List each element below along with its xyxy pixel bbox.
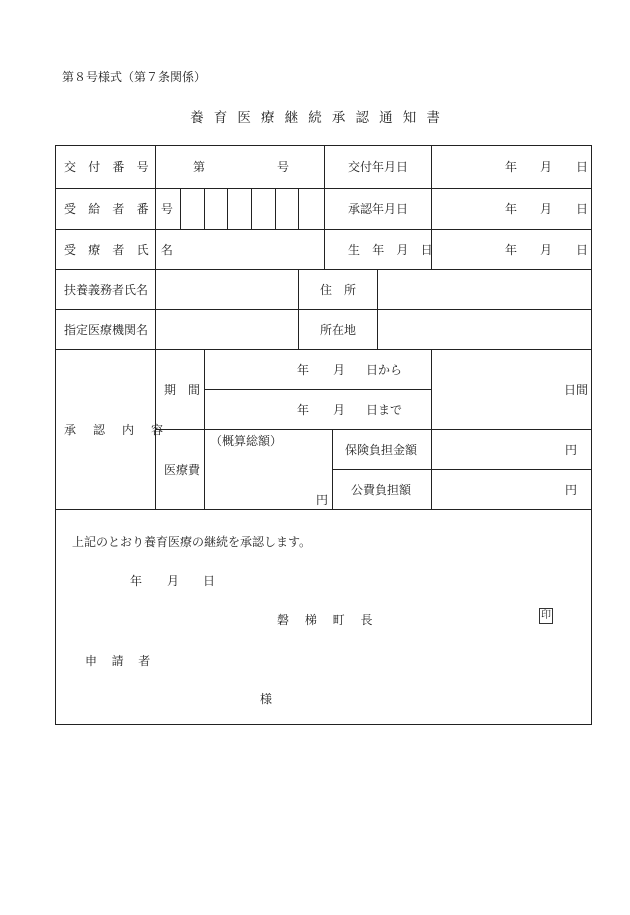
- location-label: 所在地: [320, 322, 357, 337]
- digit-divider: [204, 188, 205, 229]
- issue-date-day: 日: [576, 160, 589, 174]
- public-yen: 円: [565, 482, 578, 497]
- document-title: 養育医療継続承認通知書: [190, 110, 450, 126]
- issue-number-suffix: 号: [277, 160, 290, 174]
- notice-date-year: 年: [130, 574, 143, 588]
- recipient-number-label: 受 給 者 番 号: [64, 202, 178, 216]
- period-to-month: 月: [333, 402, 346, 417]
- days-count-label: 日間: [564, 382, 589, 397]
- applicant-honorific: 様: [260, 692, 273, 706]
- digit-divider: [227, 188, 228, 229]
- column-divider: [377, 269, 378, 349]
- column-divider: [332, 429, 333, 509]
- birth-date-month: 月: [540, 242, 553, 257]
- issue-number-label: 交 付 番 号: [64, 160, 153, 174]
- address-label: 住 所: [320, 282, 357, 297]
- period-label: 期 間: [164, 382, 201, 397]
- approval-date-day: 日: [576, 202, 589, 216]
- approval-date-year: 年: [505, 202, 518, 216]
- patient-name-label: 受 療 者 氏 名: [64, 242, 178, 257]
- column-divider: [324, 145, 325, 269]
- issue-date-year: 年: [505, 160, 518, 174]
- period-from-year: 年: [297, 362, 310, 377]
- period-from-day: 日から: [366, 362, 403, 377]
- institution-name-label: 指定医療機関名: [64, 322, 149, 337]
- digit-divider: [275, 188, 276, 229]
- issue-date-month: 月: [540, 160, 553, 174]
- approval-date-label: 承認年月日: [348, 202, 409, 216]
- period-to-year: 年: [297, 402, 310, 417]
- insurance-amount-label: 保険負担金額: [345, 442, 418, 457]
- birth-date-year: 年: [505, 242, 518, 257]
- issuer-mayor: 磐 梯 町 長: [277, 613, 379, 627]
- birth-date-label: 生 年 月 日: [348, 242, 437, 257]
- column-divider: [204, 349, 205, 509]
- form-number-label: 第８号様式（第７条関係）: [62, 70, 207, 84]
- insurance-yen: 円: [565, 442, 578, 457]
- column-divider: [298, 269, 299, 349]
- guardian-name-label: 扶養義務者氏名: [64, 282, 149, 297]
- digit-divider: [298, 188, 299, 229]
- public-amount-label: 公費負担額: [351, 482, 412, 497]
- notice-date-month: 月: [167, 574, 180, 588]
- column-divider: [431, 429, 432, 509]
- row-divider: [55, 509, 592, 510]
- estimate-yen: 円: [316, 493, 329, 507]
- period-from-month: 月: [333, 362, 346, 377]
- digit-divider: [180, 188, 181, 229]
- period-to-day: 日まで: [366, 402, 403, 417]
- issue-date-label: 交付年月日: [348, 160, 409, 174]
- approval-date-month: 月: [540, 202, 553, 216]
- digit-divider: [251, 188, 252, 229]
- approval-statement: 上記のとおり養育医療の継続を承認します。: [72, 535, 312, 549]
- birth-date-day: 日: [576, 242, 589, 257]
- applicant-label: 申 請 者: [85, 654, 156, 668]
- notice-date-day: 日: [203, 574, 216, 588]
- official-seal-mark: 印: [539, 608, 553, 624]
- column-divider: [431, 349, 432, 429]
- approval-content-label: 承 認 内 容: [64, 422, 170, 437]
- medical-cost-label: 医療費: [164, 462, 201, 477]
- estimate-total-label: （概算総額）: [210, 434, 283, 448]
- issue-number-prefix: 第: [193, 160, 206, 174]
